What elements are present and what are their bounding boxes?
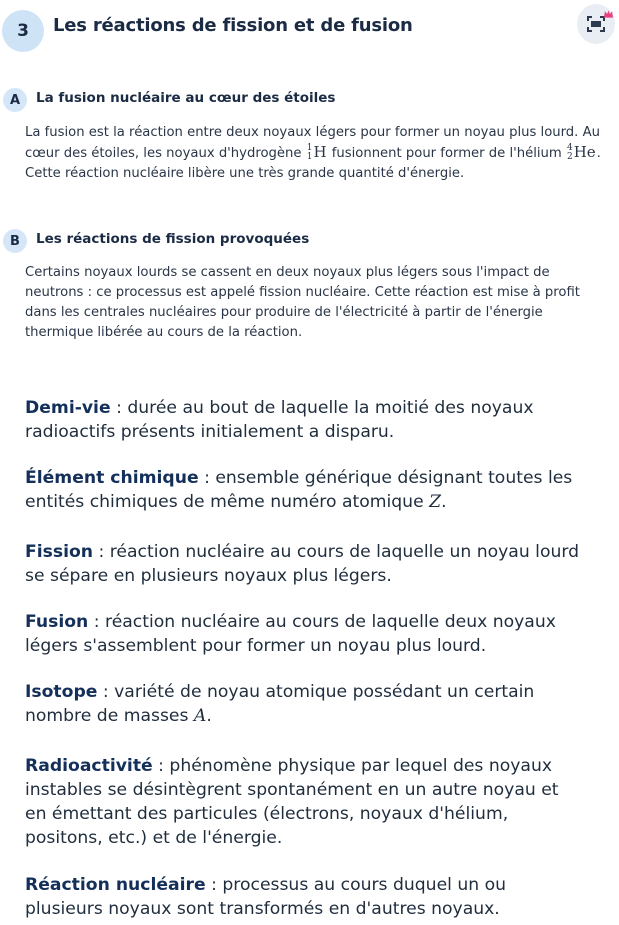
section-letter-badge: B: [3, 229, 27, 253]
section-text: . Cette réaction nucléaire libère une très grande quantité d'énergie.: [25, 145, 601, 181]
glossary-definition: : réaction nucléaire au cours de laquelle deux noyaux légers s'assemblent pour former un noyau plus lourd.: [25, 612, 556, 656]
glossary-term: Fusion: [25, 612, 89, 632]
glossary-item: [25, 754, 585, 850]
glossary-term: Élément chimique: [25, 468, 199, 488]
glossary-term: Fission: [25, 542, 94, 562]
glossary-definition: : durée au bout de laquelle la moitié des noyaux radioactifs présents initialement a disparu.: [25, 398, 534, 442]
glossary-item: [25, 466, 585, 514]
glossary-definition: : variété de noyau atomique possédant un certain nombre de masses: [25, 682, 535, 726]
math-variable: A: [193, 706, 207, 726]
fullscreen-button[interactable]: [577, 4, 615, 44]
section-text: La fusion est la réaction entre deux noyaux légers pour former un noyau plus lourd. Au cœur des étoiles, les noyaux d'hydrogène: [25, 125, 600, 161]
glossary-definition-end: .: [206, 706, 212, 726]
glossary-term: Réaction nucléaire: [25, 875, 206, 895]
mass-number: 4: [566, 142, 573, 153]
glossary-definition: : réaction nucléaire au cours de laquelle un noyau lourd se sépare en plusieurs noyaux plus légers.: [25, 542, 580, 586]
atomic-number: 2: [566, 151, 573, 162]
lesson-number-badge: 3: [2, 10, 44, 52]
helium-nuclide: [567, 144, 596, 162]
section-letter-badge: A: [3, 88, 27, 112]
glossary-item: [25, 680, 585, 728]
glossary-term: Demi-vie: [25, 398, 111, 418]
glossary-item: [25, 396, 585, 444]
glossary-definition: : phénomène physique par lequel des noyaux instables se désintègrent spontanément en un autre noyau et en émettant des particules (électrons, noyaux d'hélium, positons, etc.) et de l'énergie.: [25, 756, 559, 848]
glossary-term: Radioactivité: [25, 756, 153, 776]
hydrogen-nuclide: [307, 144, 327, 162]
element-symbol: H: [313, 142, 327, 161]
section-title: Les réactions de fission provoquées: [36, 231, 310, 247]
glossary-item: [25, 873, 585, 921]
glossary-item: [25, 610, 585, 658]
section-body: [25, 123, 605, 185]
crown-icon: [604, 10, 613, 18]
section-text: fusionnent pour former de l'hélium: [331, 145, 562, 161]
atomic-number: 1: [306, 151, 313, 162]
glossary-definition: : processus au cours duquel un ou plusieurs noyaux sont transformés en d'autres noyaux.: [25, 875, 507, 919]
lesson-title: Les réactions de fission et de fusion: [53, 15, 413, 36]
glossary-item: [25, 540, 585, 588]
element-symbol: He: [573, 142, 596, 161]
glossary-definition-end: .: [441, 492, 447, 512]
glossary-definition: : ensemble générique désignant toutes les entités chimiques de même numéro atomique: [25, 468, 573, 512]
glossary-term: Isotope: [25, 682, 98, 702]
math-variable: Z: [429, 492, 442, 512]
section-body: Certains noyaux lourds se cassent en deux noyaux plus légers sous l'impact de neutrons : ce processus est appelé fission nucléaire. Cette réaction est mise à profit dans les centrales nucléaires pour produire de l'électricité à partir de l'énergie thermique libérée au cours de la réaction.: [25, 265, 580, 340]
lesson-header: [0, 0, 619, 58]
mass-number: 1: [306, 142, 313, 153]
section-title: La fusion nucléaire au cœur des étoiles: [36, 90, 336, 106]
fullscreen-icon: [586, 15, 606, 33]
